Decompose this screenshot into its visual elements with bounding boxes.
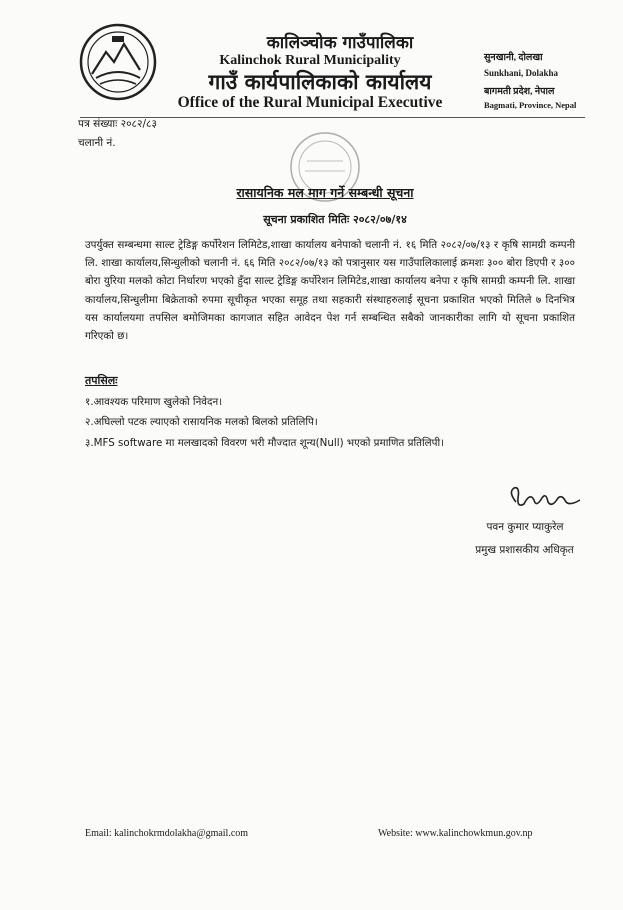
address-line-4: Bagmati, Province, Nepal	[484, 100, 577, 110]
municipality-name-english: Kalinchok Rural Municipality	[219, 53, 401, 68]
dispatch-number: चलानी नं.	[78, 137, 116, 149]
footer-website: Website: www.kalinchowkmun.gov.np	[378, 828, 533, 839]
signature	[500, 478, 590, 520]
notice-subject: रासायनिक मल माग गर्ने सम्बन्धी सूचना	[236, 185, 414, 200]
list-item: २.अघिल्लो पटक ल्याएको रासायनिक मलको बिलको प्रतिलिपि।	[85, 416, 318, 428]
signatory-title: प्रमुख प्रशासकीय अधिकृत	[475, 544, 574, 556]
office-name-nepali: गाउँ कार्यपालिकाको कार्यालय	[208, 70, 432, 94]
footer-email: Email: kalinchokrmdolakha@gmail.com	[85, 828, 249, 839]
notice-body: उपर्युक्त सम्बन्धमा साल्ट ट्रेडिङ्ग कर्पोरेशन लिमिटेड,शाखा कार्यालय बनेपाको चलानी नं. १६ मिति २०८२/०७/१३ र कृषि सामग्री कम्पनी लि. शाखा कार्यालय,सिन्धुलीको चलानी नं. ६६ मिति २०८२/०७/१३ को पत्रानुसार यस गाउँपालिकालाई क्रमशः ३०० बोरा डिएपी र ३०० बोरा युरिया मलको कोटा निर्धारण भएको हुँदा साल्ट ट्रेडिङ्ग कर्पोरेशन लिमिटेड,शाखा कार्यालय बनेपा र कृषि सामग्री कम्पनी लि. शाखा कार्यालय,सिन्धुलीमा बिक्रेताको रुपमा सूचीकृत भएका समूह तथा सहकारी संस्थाहरुलाई सूचना प्रकाशित भएको मितिले ७ दिनभित्र यस कार्यालयमा तपसिल बमोजिमका कागजात सहित आवेदन पेश गर्न सम्बन्धित सबैको जानकारीका लागि यो सूचना प्रकाशित गरिएको छ।	[85, 239, 575, 343]
tapsil-heading: तपसिलः	[85, 374, 118, 387]
list-item: ३.MFS software मा मलखादको विवरण भरी मौज्दात शून्य(Null) भएको प्रमाणित प्रतिलिपी।	[85, 437, 445, 449]
municipality-logo	[78, 22, 158, 102]
address-line-3: बागमती प्रदेश, नेपाल	[484, 87, 555, 97]
notice-published-date: सूचना प्रकाशित मितिः २०८२/०७/१४	[263, 213, 407, 226]
office-name-english: Office of the Rural Municipal Executive	[177, 94, 443, 111]
municipality-name-nepali: कालिञ्चोक गाउँपालिका	[266, 33, 414, 53]
letter-number: पत्र संख्याः २०८२/८३	[78, 118, 157, 130]
address-line-1: सुनखानी, दोलखा	[484, 53, 543, 63]
signatory-name: पवन कुमार प्याकुरेल	[486, 521, 564, 533]
address-line-2: Sunkhani, Dolakha	[484, 68, 559, 78]
list-item: १.आवश्यक परिमाण खुलेको निवेदन।	[85, 396, 223, 408]
